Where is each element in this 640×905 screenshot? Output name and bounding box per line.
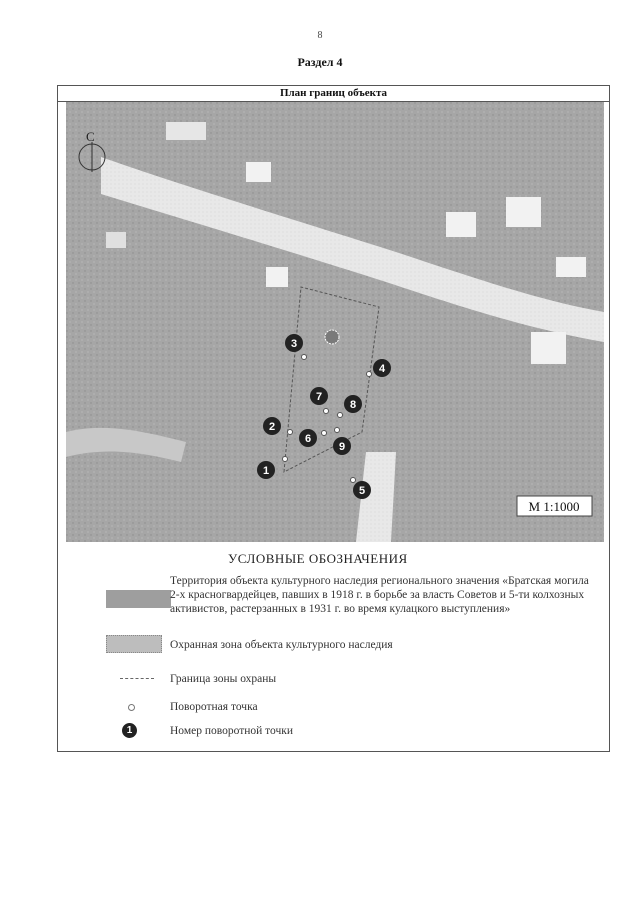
turning-point-dot (324, 409, 329, 414)
building (531, 332, 566, 364)
turning-point-number: 7 (315, 391, 323, 403)
turning-point-number: 1 (262, 465, 270, 477)
building (506, 197, 541, 227)
legend-text: Номер поворотной точки (170, 725, 294, 737)
building (556, 257, 586, 277)
turning-point-dot (288, 430, 293, 435)
building (106, 232, 126, 248)
legend (58, 546, 611, 746)
zone-boundary-line-icon (120, 678, 154, 679)
turning-point-number: 9 (338, 441, 346, 453)
legend-text: Территория объекта культурного наследия регионального значения «Братская могила 2-х красногвардейцев, павших в 1918 г. в борьбе за власть Советов и 5-ти колхозных активистов, растерзанных в 1931 г. во время кулацкого выступления» (170, 575, 589, 615)
turning-point-dot (367, 372, 372, 377)
legend-text: Поворотная точка (170, 701, 258, 713)
scale-box (517, 496, 592, 516)
protection-zone-swatch (106, 635, 162, 653)
turning-point-number: 3 (290, 338, 298, 350)
building (266, 267, 288, 287)
turning-point-number: 4 (378, 363, 386, 375)
turning-point-dot (302, 355, 307, 360)
turning-point-dot (283, 457, 288, 462)
building (446, 212, 476, 237)
section-title: Раздел 4 (297, 55, 343, 69)
monument-territory (325, 330, 339, 344)
page-number: 8 (317, 30, 323, 41)
legend-title: УСЛОВНЫЕ ОБОЗНАЧЕНИЯ (228, 551, 408, 566)
aerial-map (66, 102, 604, 542)
turning-point-number: 5 (358, 485, 366, 497)
north-label: С (86, 129, 95, 144)
turning-point-dot (351, 478, 356, 483)
territory-swatch (106, 590, 171, 608)
turning-point-dot (338, 413, 343, 418)
building (246, 162, 271, 182)
plan-title: План границ объекта (58, 86, 609, 102)
plan-frame (57, 85, 610, 752)
scale-label: М 1:1000 (528, 499, 580, 514)
legend-text: Граница зоны охраны (170, 673, 277, 685)
legend-text: Охранная зона объекта культурного наследия (170, 639, 393, 651)
turning-point-dot (335, 428, 340, 433)
turning-point-number-icon: 1 (122, 723, 137, 738)
turning-point-dot-icon (128, 704, 135, 711)
turning-point-number: 2 (268, 421, 276, 433)
building (166, 122, 206, 140)
turning-point-number: 6 (304, 433, 312, 445)
turning-point-number: 8 (349, 399, 357, 411)
turning-point-dot (322, 431, 327, 436)
